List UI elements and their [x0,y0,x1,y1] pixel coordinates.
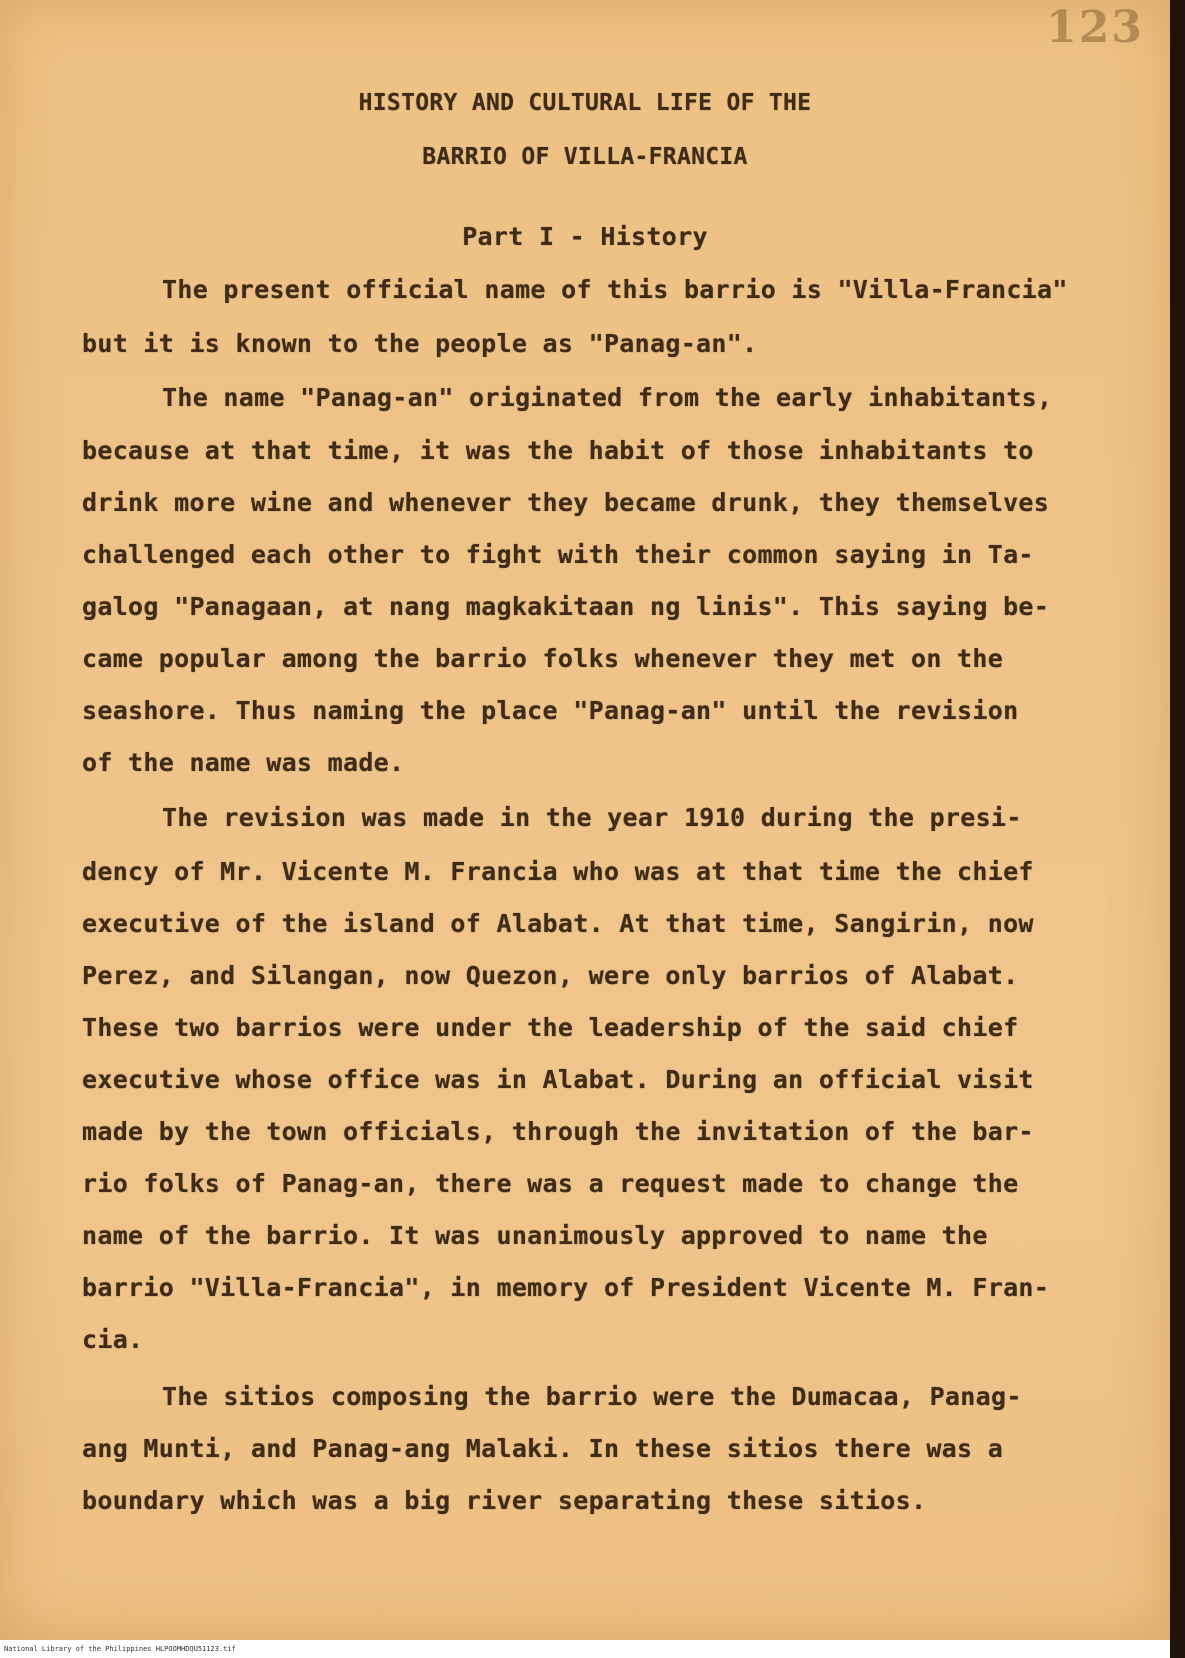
paragraph-line: executive whose office was in Alabat. During an official visit [82,1065,1034,1094]
paragraph-line: executive of the island of Alabat. At that time, Sangirin, now [82,909,1034,938]
paragraph-line: cia. [82,1325,144,1354]
paragraph-line: These two barrios were under the leadership of the said chief [82,1013,1019,1042]
paragraph-line: The present official name of this barrio is "Villa-Francia" [162,275,1068,304]
paragraph-line: made by the town officials, through the invitation of the bar- [82,1117,1034,1146]
paragraph-line: because at that time, it was the habit of those inhabitants to [82,436,1034,465]
title-line-1: HISTORY AND CULTURAL LIFE OF THE [358,90,812,116]
paragraph-line: galog "Panagaan, at nang magkakitaan ng linis". This saying be- [82,592,1050,621]
paragraph-line: rio folks of Panag-an, there was a request made to change the [82,1169,1019,1198]
scan-right-edge [1170,0,1185,1658]
paragraph-line: dency of Mr. Vicente M. Francia who was at that time the chief [82,857,1034,886]
paragraph-line: barrio "Villa-Francia", in memory of President Vicente M. Fran- [82,1273,1050,1302]
paragraph-line: Perez, and Silangan, now Quezon, were only barrios of Alabat. [82,961,1019,990]
paragraph-line: drink more wine and whenever they became drunk, they themselves [82,488,1050,517]
scan-footer-text: National Library of the Philippines HLPOOMHDQU51123.tif [4,1645,236,1653]
page-number: 123 [1046,2,1144,53]
paragraph-line: ang Munti, and Panag-ang Malaki. In these sitios there was a [82,1434,1004,1463]
title-line-2: BARRIO OF VILLA-FRANCIA [422,144,748,170]
paragraph-line: The sitios composing the barrio were the Dumacaa, Panag- [162,1382,1022,1411]
paragraph-line: came popular among the barrio folks whenever they met on the [82,644,1004,673]
paragraph-line: boundary which was a big river separating these sitios. [82,1486,927,1515]
paragraph-line: of the name was made. [82,748,405,777]
section-heading: Part I - History [462,222,708,251]
paragraph-line: The name "Panag-an" originated from the early inhabitants, [162,383,1053,412]
paragraph-line: seashore. Thus naming the place "Panag-an" until the revision [82,696,1019,725]
paragraph-line: name of the barrio. It was unanimously approved to name the [82,1221,988,1250]
paragraph-line: but it is known to the people as "Panag-an". [82,329,758,358]
paragraph-line: The revision was made in the year 1910 during the presi- [162,803,1022,832]
paragraph-line: challenged each other to fight with their common saying in Ta- [82,540,1034,569]
